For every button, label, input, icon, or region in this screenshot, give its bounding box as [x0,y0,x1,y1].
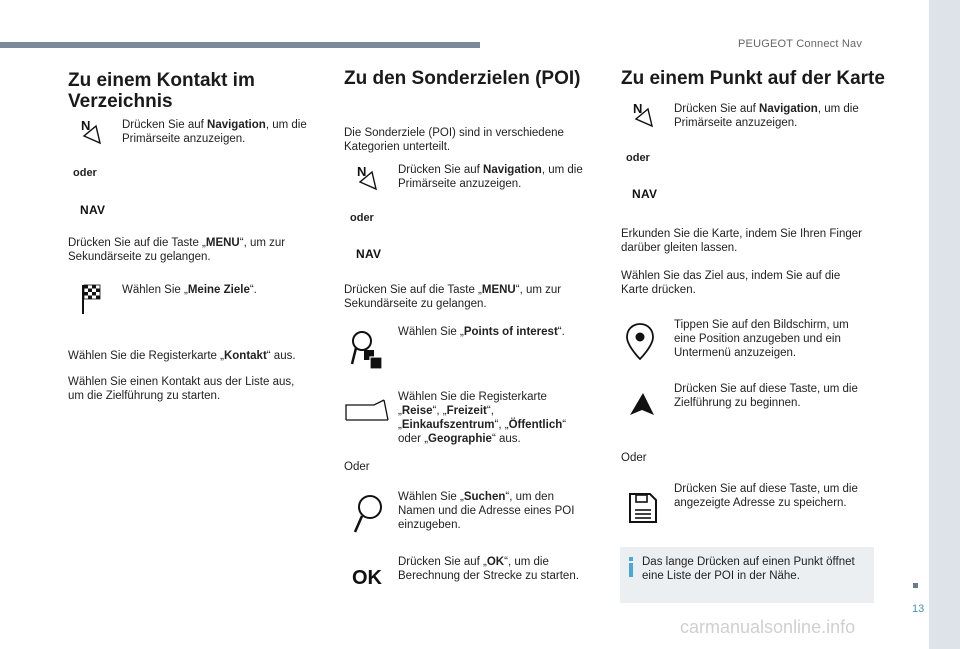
navigation-icon [356,163,382,193]
info-icon [627,557,635,577]
nav-button-label: NAV [80,203,106,217]
oder-label: oder [626,152,650,164]
step-select-target: Wählen Sie das Ziel aus, indem Sie auf die Karte drücken. [621,270,841,296]
step-tab-kontakt: Wählen Sie die Registerkarte „Kontakt“ aus. [68,350,296,362]
section-title-map-point: Zu einem Punkt auf der Karte [621,68,885,89]
svg-text:N: N [357,164,367,179]
nav-button-label: NAV [356,247,382,261]
step-save-address: Drücken Sie auf diese Taste, um die angezeigte Adresse zu speichern. [674,483,858,509]
poi-intro: Die Sonderziele (POI) sind in verschiedene Kategorien unterteilt. [344,127,564,153]
oder-label: Oder [621,452,647,464]
title-line: Verzeichnis [68,91,173,112]
step-meine-ziele: Wählen Sie „Meine Ziele“. [122,284,257,296]
step-explore-map: Erkunden Sie die Karte, indem Sie Ihren Finger darüber gleiten lassen. [621,228,862,254]
step-ok: Drücken Sie auf „OK“, um die Berechnung der Strecke zu starten. [398,556,579,582]
search-icon [352,494,384,534]
header-title: PEUGEOT Connect Nav [738,38,863,50]
svg-text:N: N [81,118,91,133]
oder-label: Oder [344,461,370,473]
continuation-marker [913,583,918,588]
save-floppy-icon [628,492,658,524]
step-suchen: Wählen Sie „Suchen“, um den Namen und die Adresse eines POI einzugeben. [398,491,575,531]
info-text: Das lange Drücken auf einen Punkt öffnet eine Liste der POI in der Nähe. [642,556,855,582]
step-select-contact: Wählen Sie einen Kontakt aus der Liste aus, um die Zielführung zu starten. [68,376,295,402]
svg-text:N: N [633,101,643,116]
oder-label: oder [350,212,374,224]
step-points-of-interest: Wählen Sie „Points of interest“. [398,326,565,338]
step-navigation: Drücken Sie auf Navigation, um die Primärseite anzuzeigen. [398,164,583,190]
side-strip [929,0,960,649]
step-start-guidance: Drücken Sie auf diese Taste, um die Zielführung zu beginnen. [674,383,858,409]
navigation-icon [80,117,106,147]
page-number: 13 [912,603,925,615]
location-pin-icon [625,322,655,362]
title-line: Zu einem Kontakt im [68,70,255,91]
section-title-poi: Zu den Sonderzielen (POI) [344,68,581,89]
ok-button-label: OK [352,567,382,589]
tab-category-icon [344,399,390,423]
step-tap-screen: Tippen Sie auf den Bildschirm, um eine Position anzugeben und ein Untermenü anzuzeigen. [674,319,849,359]
oder-label: oder [73,167,97,179]
poi-search-icon [350,330,384,370]
checkered-flag-icon [80,283,102,315]
section-title-contact [68,70,255,112]
step-menu: Drücken Sie auf die Taste „MENU“, um zur Sekundärseite zu gelangen. [344,284,562,310]
step-register-categories: Wählen Sie die Registerkarte „Reise“, „Freizeit“, „Einkaufszentrum“, „Öffentlich“ oder „Geographie“ aus. [398,391,567,445]
step-navigation: Drücken Sie auf Navigation, um die Primärseite anzuzeigen. [674,103,859,129]
nav-button-label: NAV [632,187,658,201]
start-guidance-icon [629,392,655,416]
header-rule [0,42,480,48]
navigation-icon [632,100,658,130]
step-menu: Drücken Sie auf die Taste „MENU“, um zur Sekundärseite zu gelangen. [68,237,286,263]
step-navigation: Drücken Sie auf Navigation, um die Primärseite anzuzeigen. [122,119,307,145]
watermark: carmanualsonline.info [680,617,856,637]
